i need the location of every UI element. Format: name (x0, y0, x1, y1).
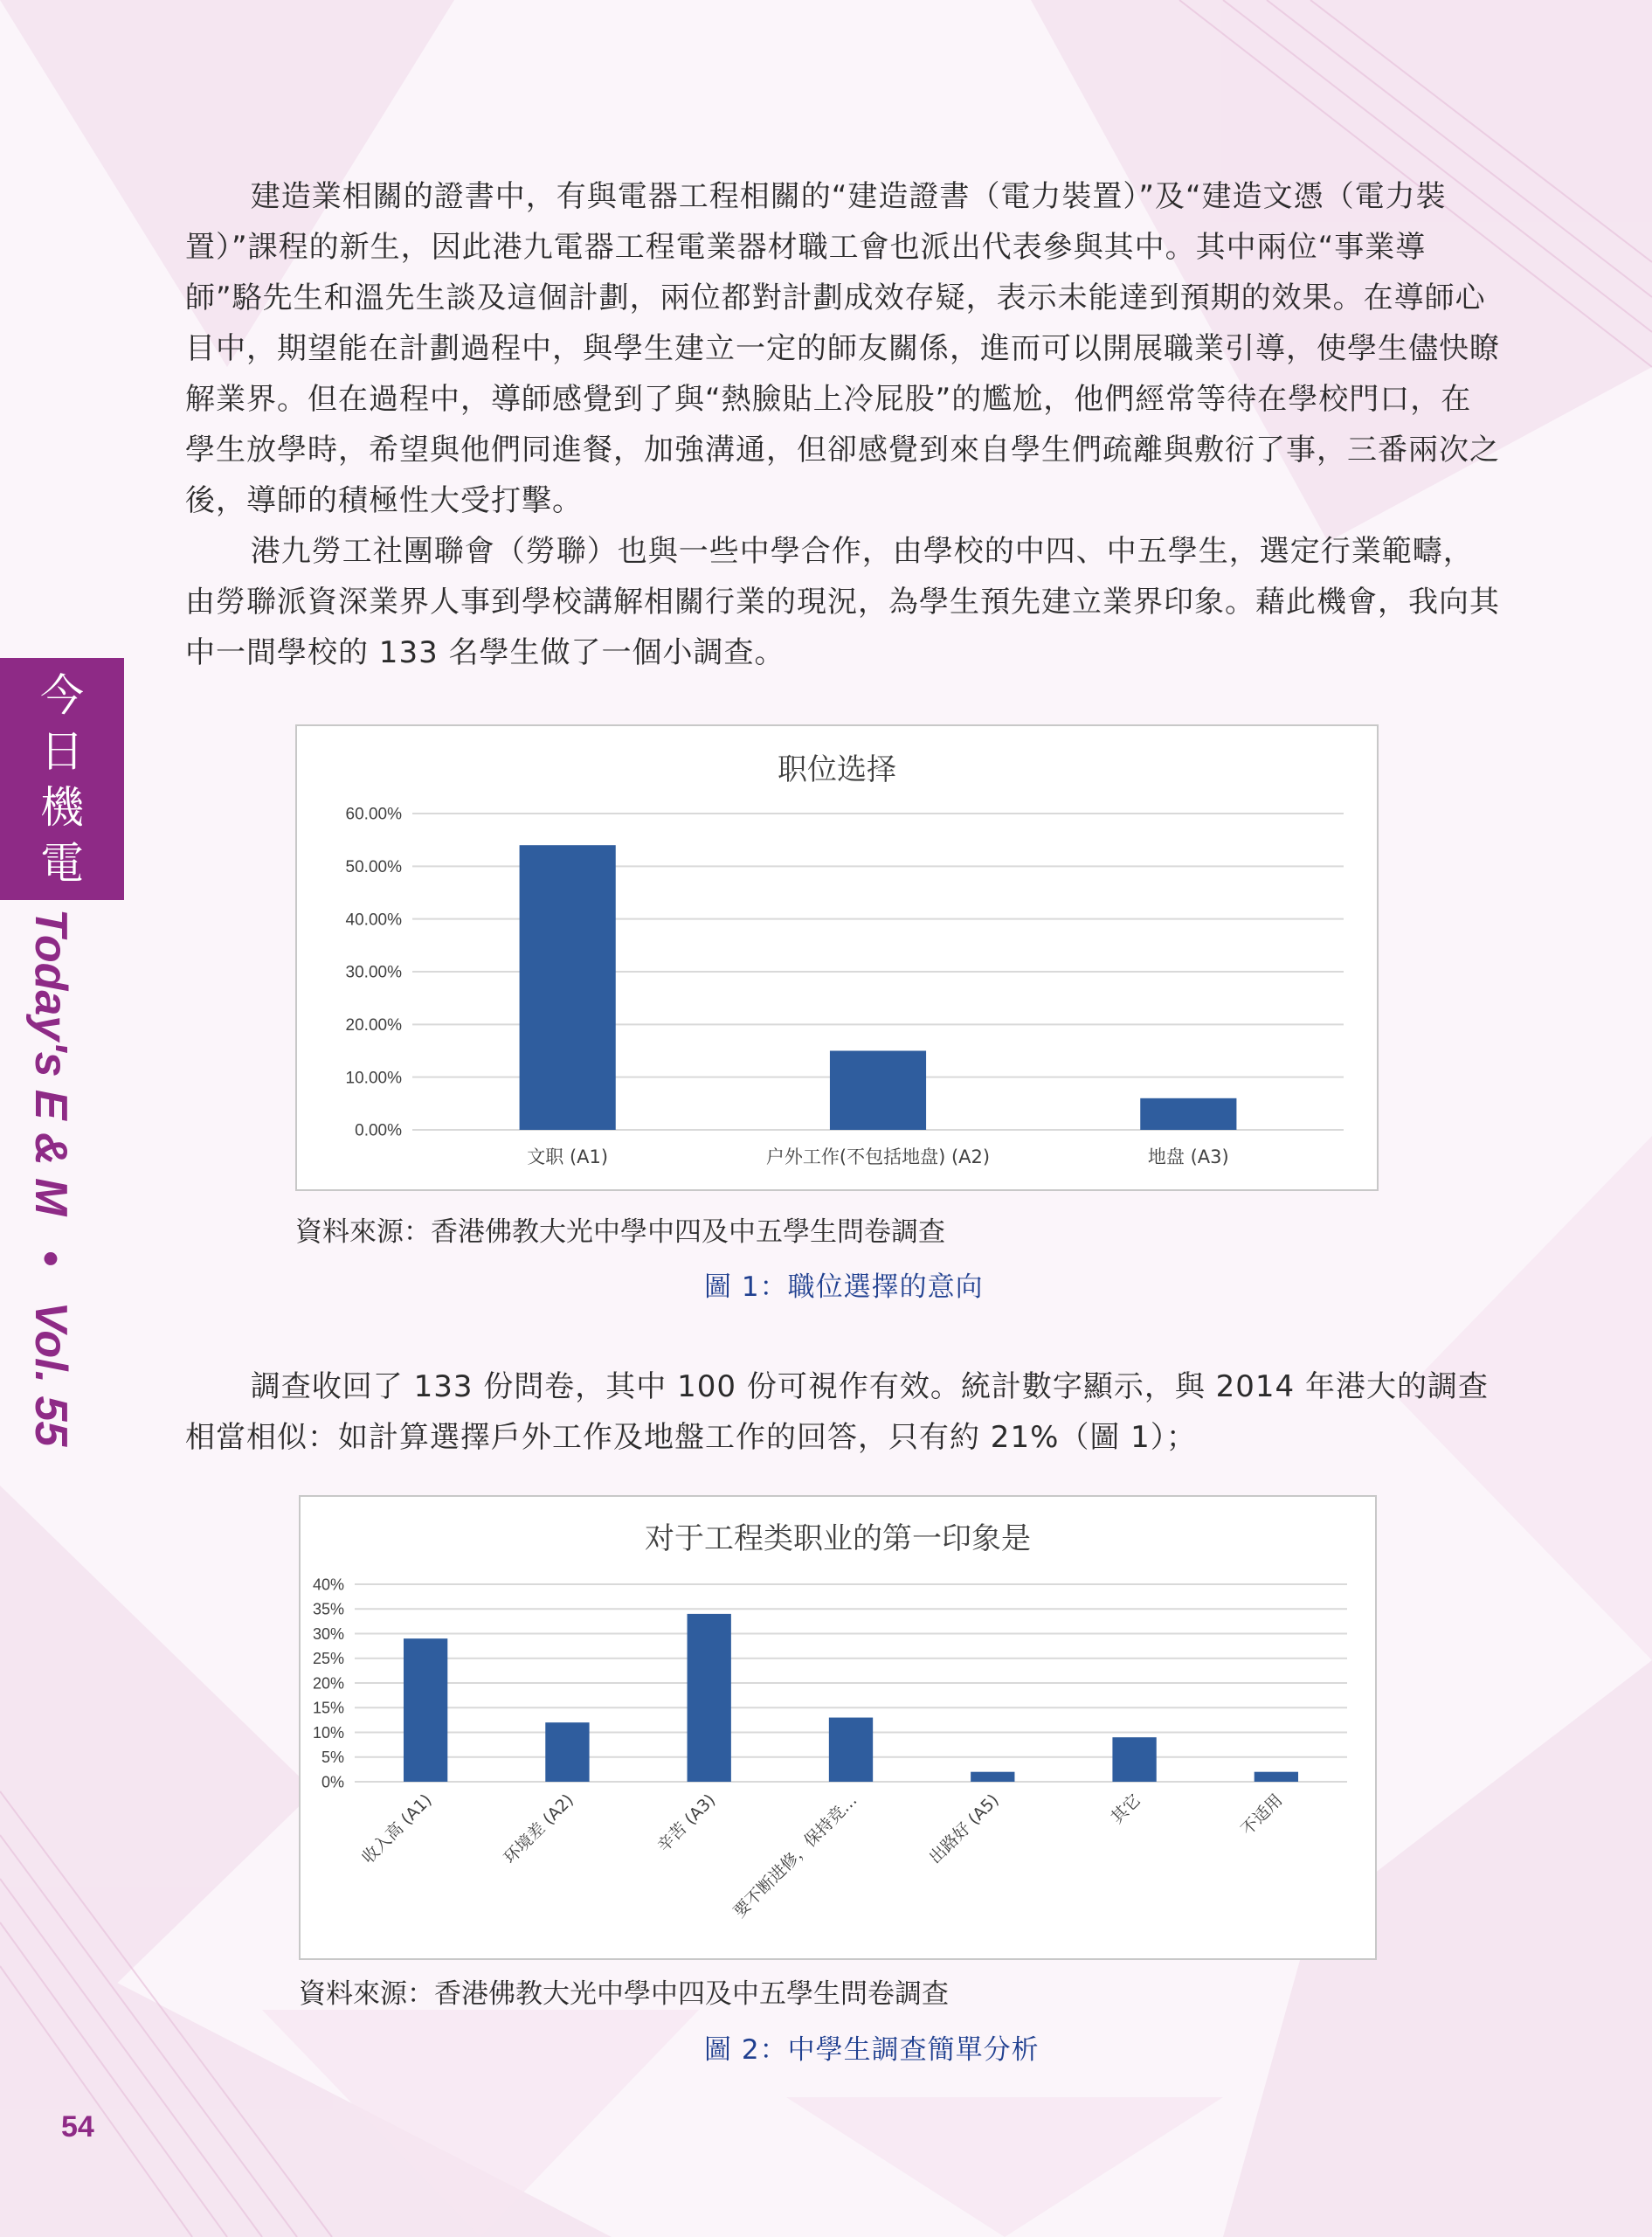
x-category-label: 收入高 (A1) (358, 1790, 436, 1868)
magazine-name: Today's E & M (25, 909, 76, 1216)
y-tick-label: 10.00% (345, 1069, 402, 1088)
y-tick-label: 30% (312, 1624, 344, 1643)
body-paragraph: 港九勞工社團聯會（勞聯）也與一些中學合作，由學校的中四、中五學生，選定行業範疇，由勞聯派資深業界人事到學校講解相關行業的現況，為學生預先建立業界印象。藉此機會，我向其中一間學校的 133 名學生做了一個小調查。 (185, 534, 1500, 670)
section-tab-char: 機 (40, 781, 84, 833)
chart-plot (301, 1497, 1375, 1958)
figure-caption: 圖 1：職位選擇的意向 (704, 1271, 984, 1303)
bar (971, 1772, 1014, 1782)
y-tick-label: 0.00% (355, 1121, 402, 1140)
chart-title: 对于工程类职业的第一印象是 (645, 1521, 1031, 1556)
bar (1112, 1737, 1156, 1782)
body-paragraph: 調查收回了 133 份問卷，其中 100 份可視作有效。統計數字顯示，與 2014 年港大的調查相當相似：如計算選擇戶外工作及地盤工作的回答，只有約 21%（圖 1）； (185, 1369, 1489, 1455)
y-tick-label: 40% (312, 1576, 344, 1594)
y-tick-label: 60.00% (345, 805, 402, 824)
chart-source: 資料來源：香港佛教大光中學中四及中五學生問卷調查 (295, 1216, 945, 1248)
section-tab (0, 658, 124, 900)
bar (688, 1614, 731, 1782)
body-paragraph: 建造業相關的證書中，有與電器工程相關的“建造證書（電力裝置）”及“建造文憑（電力裝置）”課程的新生，因此港九電器工程電業器材職工會也派出代表參與其中。其中兩位“事業導師”駱先生和溫先生談及這個計劃，兩位都對計劃成效存疑，表示未能達到預期的效果。在導師心目中，期望能在計劃過程中，與學生建立一定的師友關係，進而可以開展職業引導，使學生儘快瞭解業界。但在過程中，導師感覺到了與“熱臉貼上冷屁股”的尷尬，他們經常等待在學校門口，在學生放學時，希望與他們同進餐，加強溝通，但卻感覺到來自學生們疏離與敷衍了事，三番兩次之後，導師的積極性大受打擊。 (185, 179, 1500, 518)
x-category-label: 环境差 (A2) (500, 1790, 577, 1868)
y-tick-label: 10% (312, 1723, 344, 1742)
y-tick-label: 50.00% (345, 857, 402, 876)
chart-plot (297, 726, 1377, 1189)
separator-dot: • (25, 1250, 76, 1267)
section-tab-char: 電 (40, 837, 84, 889)
y-tick-label: 5% (321, 1749, 344, 1767)
y-tick-label: 15% (312, 1699, 344, 1717)
y-tick-label: 0% (321, 1773, 344, 1791)
section-tab-char: 今 (40, 669, 84, 721)
figure-caption: 圖 2：中學生調查簡單分析 (704, 2034, 1040, 2066)
bar (1140, 1098, 1236, 1130)
bar (404, 1638, 447, 1782)
x-category-label: 地盘 (A3) (1147, 1146, 1229, 1167)
bar (830, 1051, 926, 1131)
bar (1255, 1772, 1298, 1782)
page-number: 54 (61, 2110, 94, 2144)
y-tick-label: 20.00% (345, 1015, 402, 1035)
x-category-label: 不适用 (1237, 1790, 1287, 1839)
x-category-label: 文职 (A1) (527, 1146, 609, 1167)
x-category-label: 出路好 (A5) (925, 1790, 1003, 1868)
x-category-label: 户外工作(不包括地盘) (A2) (765, 1146, 991, 1167)
bar (829, 1718, 873, 1782)
y-tick-label: 40.00% (345, 911, 402, 930)
x-category-label: 要不断进修，保持竞… (729, 1790, 861, 1922)
section-tab-char: 日 (40, 725, 84, 777)
chart-source: 資料來源：香港佛教大光中學中四及中五學生問卷調查 (299, 1978, 949, 2010)
y-tick-label: 25% (312, 1650, 344, 1668)
x-category-label: 辛苦 (A3) (653, 1790, 720, 1856)
volume-number: Vol. 55 (25, 1301, 76, 1447)
chart-first-impression (299, 1495, 1377, 1960)
bar (545, 1722, 589, 1782)
bar (520, 845, 616, 1130)
y-tick-label: 30.00% (345, 963, 402, 982)
chart-title: 职位选择 (778, 752, 896, 787)
x-category-label: 其它 (1107, 1790, 1145, 1828)
magazine-running-title (24, 909, 77, 1446)
chart-job-choice (295, 724, 1379, 1191)
y-tick-label: 20% (312, 1674, 344, 1693)
y-tick-label: 35% (312, 1600, 344, 1618)
